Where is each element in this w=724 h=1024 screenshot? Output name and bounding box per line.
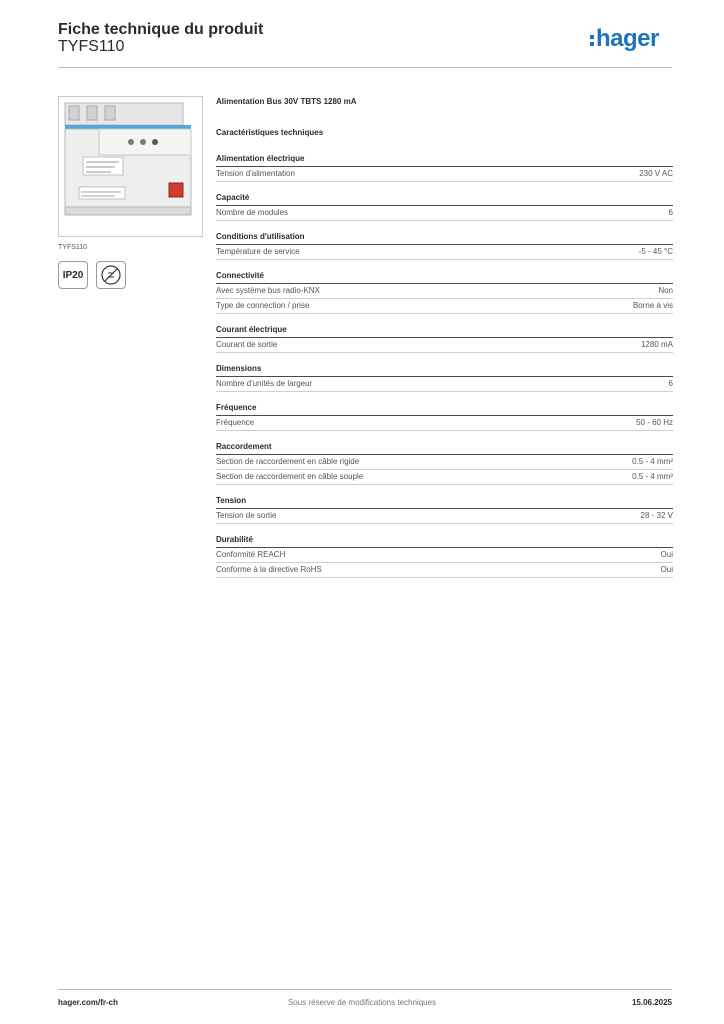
hager-logo <box>590 27 659 51</box>
footer-date: 15.06.2025 <box>631 998 672 1007</box>
group-title: Fréquence <box>216 402 673 416</box>
spec-value: Oui <box>660 565 673 574</box>
spec-row <box>216 377 673 392</box>
spec-label: Avec système bus radio-KNX <box>216 286 320 295</box>
product-reference: TYFS110 <box>58 38 125 55</box>
spec-row <box>216 167 673 182</box>
spec-label: Section de raccordement en câble rigide <box>216 457 360 466</box>
spec-value: 6 <box>668 379 673 388</box>
spec-value: 0.5 - 4 mm² <box>632 472 673 481</box>
group-title: Capacité <box>216 192 673 206</box>
spec-label: Tension de sortie <box>216 511 277 520</box>
group-title: Tension <box>216 495 673 509</box>
spec-value: Non <box>658 286 673 295</box>
spec-group <box>216 441 673 485</box>
spec-group <box>216 153 673 182</box>
logo-dots-icon <box>590 35 594 46</box>
spec-value: 6 <box>668 208 673 217</box>
spec-row <box>216 470 673 485</box>
spec-row <box>216 206 673 221</box>
logo-text: hager <box>596 25 659 52</box>
spec-group <box>216 402 673 431</box>
footer-website: hager.com/fr-ch <box>58 998 119 1007</box>
group-title: Durabilité <box>216 534 673 548</box>
spec-table <box>216 96 673 588</box>
spec-value: 230 V AC <box>639 169 673 178</box>
spec-value: 1280 mA <box>640 340 673 349</box>
spec-group <box>216 324 673 353</box>
spec-group <box>216 231 673 260</box>
spec-label: Conforme à la directive RoHS <box>216 565 322 574</box>
spec-group <box>216 192 673 221</box>
group-title: Raccordement <box>216 441 673 455</box>
spec-value: -5 - 45 °C <box>638 247 673 256</box>
group-title: Courant électrique <box>216 324 673 338</box>
spec-label: Tension d'alimentation <box>216 169 295 178</box>
spec-value: Borne à vis <box>632 301 673 310</box>
spec-row <box>216 416 673 431</box>
spec-group <box>216 363 673 392</box>
no-neutral-icon <box>96 261 126 289</box>
spec-value: Oui <box>660 550 673 559</box>
product-name: Alimentation Bus 30V TBTS 1280 mA <box>216 97 357 106</box>
spec-row <box>216 455 673 470</box>
group-title: Dimensions <box>216 363 673 377</box>
spec-label: Section de raccordement en câble souple <box>216 472 364 481</box>
footer-disclaimer: Sous réserve de modifications techniques <box>287 998 437 1007</box>
spec-label: Température de service <box>216 247 300 256</box>
group-title: Conditions d'utilisation <box>216 231 673 245</box>
spec-value: 50 - 60 Hz <box>636 418 673 427</box>
spec-label: Nombre de modules <box>216 208 289 217</box>
image-caption: TYFS110 <box>58 244 88 251</box>
header-divider <box>58 67 672 68</box>
spec-label: Type de connection / prise <box>216 301 310 310</box>
spec-row <box>216 509 673 524</box>
spec-row <box>216 338 673 353</box>
group-title: Alimentation électrique <box>216 153 673 167</box>
product-image <box>58 96 203 237</box>
spec-label: Conformité REACH <box>216 550 286 559</box>
spec-row <box>216 245 673 260</box>
footer-divider <box>58 989 672 990</box>
spec-label: Courant de sortie <box>216 340 278 349</box>
spec-group <box>216 534 673 578</box>
spec-heading: Caractéristiques techniques <box>216 128 324 137</box>
page-title: Fiche technique du produit <box>58 21 264 38</box>
ip-rating-badge: IP20 <box>58 261 88 289</box>
spec-group <box>216 270 673 314</box>
spec-label: Fréquence <box>216 418 255 427</box>
spec-value: 28 - 32 V <box>640 511 673 520</box>
spec-row <box>216 284 673 299</box>
group-title: Connectivité <box>216 270 673 284</box>
spec-row <box>216 548 673 563</box>
spec-value: 0.5 - 4 mm² <box>632 457 673 466</box>
spec-label: Nombre d'unités de largeur <box>216 379 313 388</box>
spec-group <box>216 495 673 524</box>
spec-row <box>216 299 673 314</box>
spec-groups <box>216 153 673 578</box>
spec-row <box>216 563 673 578</box>
